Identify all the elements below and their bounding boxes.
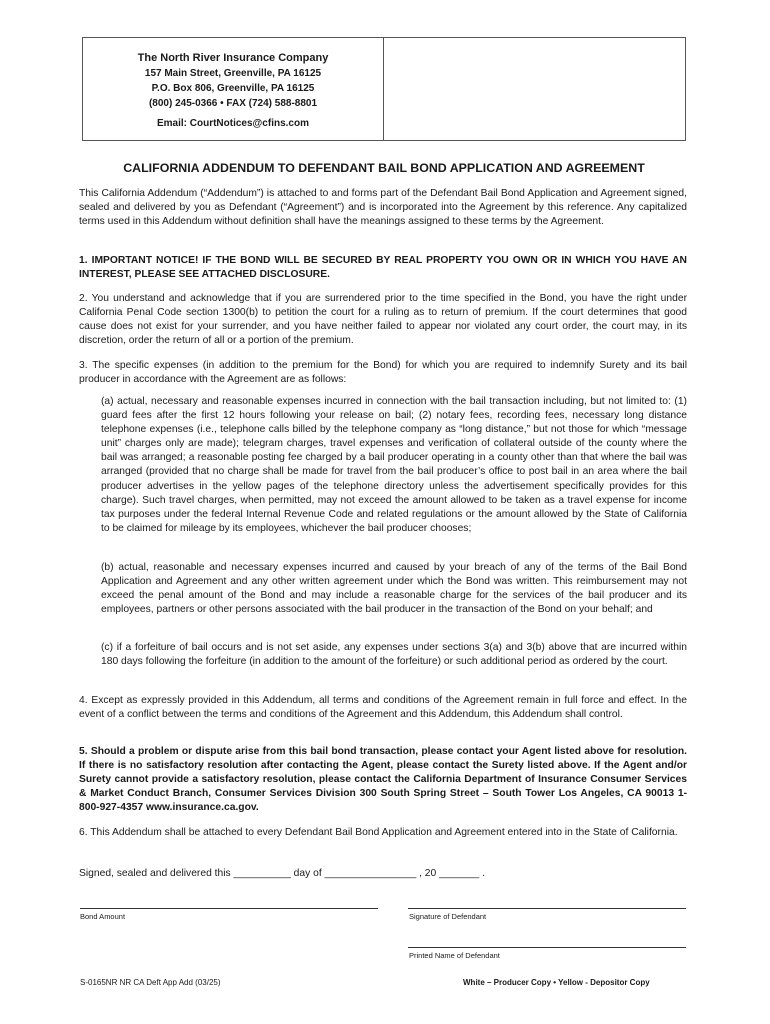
section-3a: (a) actual, necessary and reasonable expenses incurred in connection with the bail transaction including, but not limited to: (1) guard fees after the first 12 hours following your release on bail; (2) notary fees, recording fees, necessary long distance telephone expenses (i.e., telephone calls billed by the telephone company as “long distance,” but not those for which “message unit” charges only are made); telegram charges, travel expenses and verification of collateral outside of the county where the bail was arranged; a reasonable posting fee charged by a bail producer operating in a county other than that where the bail was arranged (provided that no charge shall be made for travel from the bail producer’s office to post bail in an area where the bail producer advertises in the yellow pages of the telephone directory unless the advertisement specifically provides for this charge). Such travel charges, when permitted, may not exceed the amount allowed to be taken as a travel expense for income tax purposes under the federal Internal Revenue Code and related regulations or the amount allowed by the State of California to be claimed for mileage by its employees, whichever the bail producer chooses;: [101, 396, 687, 534]
company-info: [83, 38, 384, 140]
section-3c: (c) if a forfeiture of bail occurs and is not set aside, any expenses under sections 3(a) and 3(b) above that are incurred within 180 days following the forfeiture (in addition to the amount of the forfeiture) or such additional period as ordered by the court.: [101, 642, 687, 668]
printed-name-label: Printed Name of Defendant: [409, 951, 500, 960]
signature-label: Signature of Defendant: [409, 912, 487, 921]
bond-amount-line: [80, 908, 378, 909]
signed-line: Signed, sealed and delivered this __________ day of ________________ , 20 _______ .: [79, 868, 485, 879]
signature-line: [408, 908, 686, 909]
section-4: 4. Except as expressly provided in this Addendum, all terms and conditions of the Agreement remain in full force and effect. In the event of a conflict between the terms and conditions of the Agreement and this Addendum, this Addendum shall control.: [79, 695, 687, 721]
section-5: 5. Should a problem or dispute arise from this bail bond transaction, please contact your Agent listed above for resolution. If there is no satisfactory resolution after contacting the Agent, please contact the Surety listed above. If the Agent and/or Surety cannot provide a satisfactory resolution, please contact the California Department of Insurance Consumer Services & Market Conduct Branch, Consumer Services Division 300 South Spring Street – South Tower Los Angeles, CA 90013 1-800-927-4357 www.insurance.ca.gov.: [79, 746, 687, 814]
section-3: 3. The specific expenses (in addition to the premium for the Bond) for which you are required to indemnify Surety and its bail producer in accordance with the Agreement are as follows:: [79, 360, 687, 386]
printed-name-line: [408, 947, 686, 948]
company-address-1: 157 Main Street, Greenville, PA 16125: [144, 68, 322, 79]
form-id: S-0165NR NR CA Deft App Add (03/25): [80, 978, 221, 987]
section-1: 1. IMPORTANT NOTICE! IF THE BOND WILL BE SECURED BY REAL PROPERTY YOU OWN OR IN WHICH YOU HAVE AN INTEREST, PLEASE SEE ATTACHED DISCLOSURE.: [79, 255, 687, 281]
document-title: CALIFORNIA ADDENDUM TO DEFENDANT BAIL BOND APPLICATION AND AGREEMENT: [123, 161, 645, 175]
intro-paragraph: This California Addendum (“Addendum”) is attached to and forms part of the Defendant Bail Bond Application and Agreement signed, sealed and delivered by you as Defendant (“Agreement”) and is incorporated into the Agreement by this reference. Any capitalized terms used in this Addendum without definition shall have the meanings assigned to these terms by the Agreement.: [79, 188, 687, 228]
company-email: Email: CourtNotices@cfins.com: [156, 118, 309, 129]
copy-distribution: White – Producer Copy • Yellow - Depositor Copy: [463, 978, 650, 987]
company-name: The North River Insurance Company: [137, 52, 329, 64]
company-address-2: P.O. Box 806, Greenville, PA 16125: [151, 83, 315, 94]
section-3b: (b) actual, reasonable and necessary expenses incurred and caused by your breach of any of the terms of the Bail Bond Application and Agreement and any other written agreement under which the Bond was written. This reimbursement may not exceed the penal amount of the Bond and may include a reasonable charge for the services of the bail producer and its employees, partners or other persons associated with the bail producer in the transaction of the Bond on your behalf; and: [101, 562, 687, 616]
bond-amount-label: Bond Amount: [80, 912, 126, 921]
section-6: 6. This Addendum shall be attached to every Defendant Bail Bond Application and Agreement entered into in the State of California.: [79, 827, 678, 838]
company-phone: (800) 245-0366 • FAX (724) 588-8801: [148, 98, 318, 109]
section-2: 2. You understand and acknowledge that if you are surrendered prior to the time specified in the Bond, you have the right under California Penal Code section 1300(b) to petition the court for a ruling as to return of premium. If the court determines that good cause does not exist for your surrender, and you have neither failed to appear nor violated any court order, the court may, in its discretion, order the return of all or a portion of the premium.: [79, 293, 687, 347]
company-header-box: [82, 37, 686, 141]
